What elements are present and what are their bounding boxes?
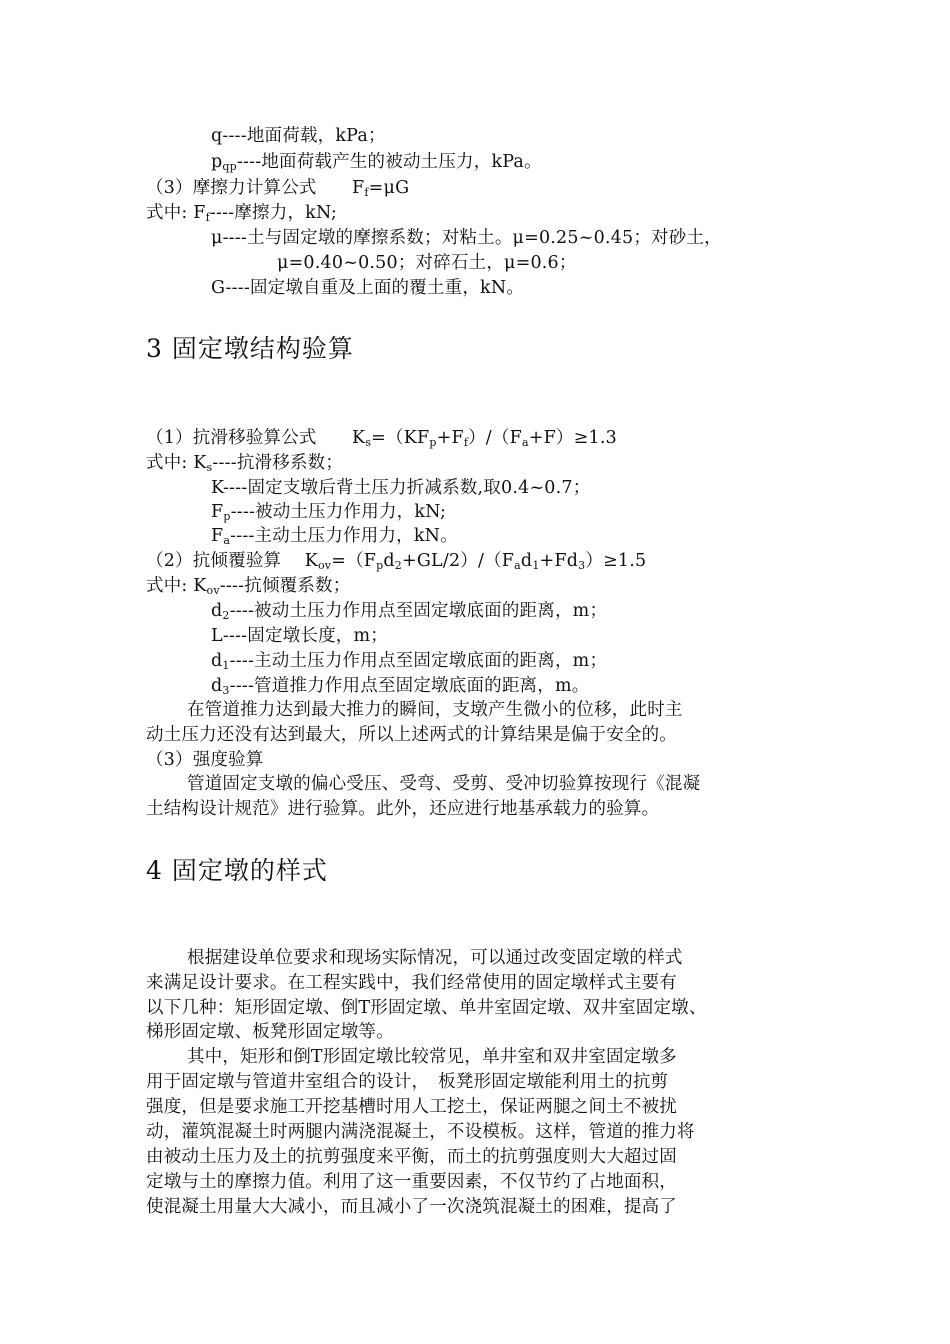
text-segment: d — [211, 651, 223, 671]
subscript: 2 — [222, 609, 230, 622]
subscript: a — [521, 436, 529, 449]
text-segment: 梯形固定墩、板凳形固定墩等。 — [146, 1022, 394, 1042]
text-segment: =（F — [331, 551, 377, 571]
text-segment: 用于固定墩与管道井室组合的设计， 板凳形固定墩能利用土的抗剪 — [146, 1072, 669, 1092]
text-segment: 由被动土压力及土的抗剪强度来平衡，而土的抗剪强度则大大超过固 — [146, 1147, 677, 1167]
text-segment: 其中，矩形和倒T形固定墩比较常见，单井室和双井室固定墩多 — [187, 1047, 677, 1067]
formula-line — [146, 549, 646, 573]
subscript: s — [365, 436, 372, 449]
paragraph-line — [187, 946, 683, 970]
text-line — [211, 226, 722, 250]
text-segment: 动土压力还没有达到最大，所以上述两式的计算结果是偏于安全的。 — [146, 725, 677, 745]
text-segment: K----固定支墩后背土压力折减系数,取0.4~0.7； — [211, 478, 591, 498]
text-segment: 定墩与土的摩擦力值。利用了这一重要因素，不仅节约了占地面积， — [146, 1172, 677, 1192]
text-line — [211, 124, 386, 148]
subscript: f — [463, 436, 469, 449]
text-line — [211, 476, 590, 500]
paragraph-line — [187, 1045, 677, 1069]
subscript: p — [429, 436, 437, 449]
text-segment: d — [520, 551, 533, 571]
subscript: p — [376, 559, 384, 572]
formula-line — [146, 176, 409, 200]
text-segment: 式中: K — [146, 576, 207, 596]
section-heading: 3 固定墩结构验算 — [146, 334, 354, 363]
text-segment: d — [211, 601, 223, 621]
subscript: a — [223, 534, 231, 547]
text-segment: F — [211, 526, 224, 546]
text-segment: d — [383, 551, 395, 571]
text-segment: ----被动土压力作用点至固定墩底面的距离，m； — [229, 601, 608, 621]
text-segment: （3）摩擦力计算公式 F — [146, 178, 365, 198]
text-line — [211, 500, 446, 524]
text-line — [146, 451, 343, 475]
paragraph-line — [187, 698, 683, 722]
text-segment: p — [211, 152, 223, 172]
subscript: p — [223, 510, 231, 523]
text-segment: （3）强度验算 — [146, 750, 264, 770]
paragraph-line — [146, 797, 659, 821]
section-heading: 4 固定墩的样式 — [146, 856, 328, 885]
paragraph-line — [146, 996, 707, 1020]
text-segment: 土结构设计规范》进行验算。此外，还应进行地基承载力的验算。 — [146, 799, 660, 819]
text-segment: +Fd — [539, 551, 579, 571]
text-segment: 以下几种：矩形固定墩、倒T形固定墩、单井室固定墩、双井室固定墩、 — [146, 998, 707, 1018]
text-segment: 在管道推力达到最大推力的瞬间，支墩产生微小的位移，此时主 — [187, 700, 683, 720]
paragraph-line — [146, 1145, 677, 1169]
paragraph-line — [146, 1095, 677, 1119]
text-segment: ----抗倾覆系数； — [219, 576, 351, 596]
text-segment: F — [211, 502, 224, 522]
text-segment: ----摩擦力，kN; — [209, 203, 337, 223]
text-line — [211, 624, 388, 648]
subscript: 2 — [394, 559, 402, 572]
paragraph-line — [146, 971, 677, 995]
text-segment: （2）抗倾覆验算 K — [146, 551, 318, 571]
text-line — [211, 276, 524, 300]
text-segment: ----地面荷载产生的被动土压力，kPa。 — [236, 152, 542, 172]
text-segment: +F）≥1.3 — [528, 428, 617, 448]
text-segment: 式中: F — [146, 203, 206, 223]
text-segment: =μG — [368, 178, 410, 198]
text-segment: ）≥1.5 — [585, 551, 647, 571]
text-segment: μ=0.40~0.50；对碎石土，μ=0.6； — [277, 253, 577, 273]
text-segment: 管道固定支墩的偏心受压、受弯、受剪、受冲切验算按现行《混凝 — [187, 774, 701, 794]
text-line — [211, 599, 607, 623]
paragraph-line — [146, 723, 677, 747]
text-segment: L----固定墩长度，m； — [211, 626, 388, 646]
paragraph-line — [146, 1020, 394, 1044]
text-segment: μ----土与固定墩的摩擦系数；对粘土。μ=0.25~0.45；对砂土， — [211, 228, 722, 248]
paragraph-line — [146, 1170, 677, 1194]
text-segment: d — [211, 676, 223, 696]
text-segment: 式中: K — [146, 453, 207, 473]
subscript: 1 — [222, 659, 230, 672]
subscript: 3 — [578, 559, 586, 572]
subscript: f — [364, 186, 369, 199]
text-line — [211, 150, 542, 174]
paragraph-line — [187, 772, 700, 796]
subscript: 3 — [222, 684, 230, 697]
paragraph-line — [146, 1195, 677, 1219]
text-segment: ）/（F — [468, 428, 522, 448]
subscript: s — [206, 461, 213, 474]
text-segment: 根据建设单位要求和现场实际情况，可以通过改变固定墩的样式 — [187, 948, 683, 968]
text-line — [211, 674, 589, 698]
text-segment: （1）抗滑移验算公式 K — [146, 428, 366, 448]
text-segment: ----管道推力作用点至固定墩底面的距离，m。 — [229, 676, 590, 696]
formula-line — [146, 426, 617, 450]
text-segment: +GL/2）/（F — [402, 551, 515, 571]
text-segment: 使混凝土用量大大减小，而且减小了一次浇筑混凝土的困难，提高了 — [146, 1197, 677, 1217]
subscript: f — [205, 211, 210, 224]
text-segment: ----被动土压力作用力，kN; — [230, 502, 447, 522]
subscript: ov — [206, 584, 220, 597]
paragraph-line — [146, 1070, 668, 1094]
text-segment: ----主动土压力作用力，kN。 — [230, 526, 458, 546]
paragraph-line — [146, 1120, 695, 1144]
text-line — [146, 574, 350, 598]
text-segment: ----抗滑移系数； — [212, 453, 344, 473]
text-line — [146, 748, 264, 772]
text-line — [277, 251, 577, 275]
text-segment: ----主动土压力作用点至固定墩底面的距离，m； — [229, 651, 608, 671]
text-segment: q----地面荷载，kPa； — [211, 126, 386, 146]
text-segment: G----固定墩自重及上面的覆土重，kN。 — [211, 278, 525, 298]
text-segment: +F — [436, 428, 464, 448]
text-line — [211, 524, 458, 548]
text-segment: 动，灌筑混凝土时两腿内满浇混凝土，不设模板。这样，管道的推力将 — [146, 1122, 695, 1142]
text-line — [211, 649, 607, 673]
text-line — [146, 201, 337, 225]
subscript: 1 — [532, 559, 540, 572]
subscript: qp — [222, 160, 237, 173]
subscript: a — [514, 559, 521, 572]
text-segment: =（KF — [371, 428, 430, 448]
text-segment: 强度，但是要求施工开挖基槽时用人工挖土，保证两腿之间土不被扰 — [146, 1097, 677, 1117]
text-segment: 来满足设计要求。在工程实践中，我们经常使用的固定墩样式主要有 — [146, 973, 677, 993]
subscript: ov — [317, 559, 332, 572]
